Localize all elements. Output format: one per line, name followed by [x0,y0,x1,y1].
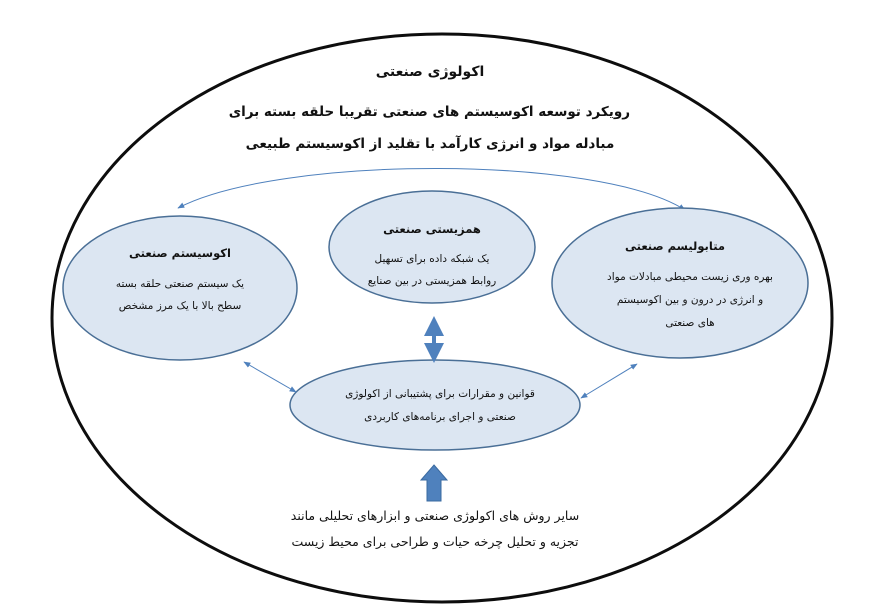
symbiosis-title: همزیستی صنعتی [383,222,481,236]
subtitle-line-1: رویکرد توسعه اکوسیستم های صنعتی تقریبا حلقه بسته برای [228,104,630,120]
subtitle-line-2: مبادله مواد و انرژی کارآمد با تقلید از اکوسیستم طبیعی [245,136,615,152]
symbiosis-line-2: روابط همزیستی در بین صنایع [367,275,497,287]
node-laws-ellipse [290,360,580,450]
symbiosis-line-1: یک شبکه داده برای تسهیل [374,253,490,265]
laws-line-1: قوانین و مقرارات برای پشتیبانی از اکولوژی [345,388,535,400]
ecosystem-line-1: یک سیستم صنعتی حلقه بسته [115,278,245,290]
laws-line-2: صنعتی و اجرای برنامه‌های کاربردی [364,411,516,423]
metabolism-line-2: و انرژی در درون و بین اکوسیستم [616,294,764,306]
metabolism-line-1: بهره وری زیست محیطی مبادلات مواد [607,271,773,283]
bottom-text-line-1: سایر روش های اکولوژی صنعتی و ابزارهای تحلیلی مانند [290,508,580,523]
metabolism-title: متابولیسم صنعتی [624,239,726,253]
ecosystem-title: اکوسیستم صنعتی [129,246,231,260]
diagram-title: اکولوژی صنعتی [375,64,485,80]
ecosystem-line-2: سطح بالا با یک مرز مشخص [118,300,242,312]
bottom-text-line-2: تجزیه و تحلیل چرخه حیات و طراحی برای محیط زیست [291,534,579,549]
metabolism-line-3: های صنعتی [665,317,715,329]
